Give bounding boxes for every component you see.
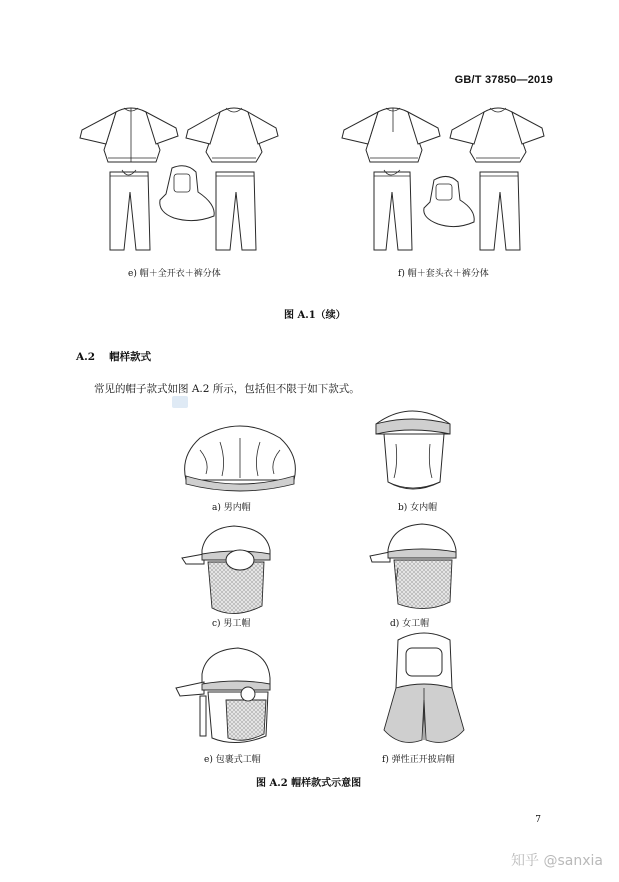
section-body-text: 常见的帽子款式如图 A.2 所示，包括但不限于如下款式。 <box>94 383 360 395</box>
section-title: 帽样款式 <box>109 351 152 363</box>
section-heading <box>76 349 151 364</box>
cap-b-illustration <box>368 404 458 494</box>
page-number: 7 <box>535 815 541 825</box>
cap-f-caption: f) 弹性正开披肩帽 <box>382 755 455 765</box>
cap-e-illustration <box>172 644 282 748</box>
cap-f-illustration <box>376 630 472 748</box>
figure-a2-title: 图 A.2 帽样款式示意图 <box>256 778 362 789</box>
standard-number: GB/T 37850—2019 <box>454 74 553 86</box>
figure-a1-panel-e-illustration <box>76 100 276 260</box>
cap-a-caption: a) 男内帽 <box>212 503 251 513</box>
cap-a-illustration <box>180 420 300 492</box>
figure-a1-panel-f-caption: f) 帽＋套头衣＋裤分体 <box>398 269 489 279</box>
cap-d-illustration <box>366 520 466 620</box>
figure-a1-panel-f-illustration <box>338 100 558 260</box>
cap-b-caption: b) 女内帽 <box>398 503 438 513</box>
small-badge-icon <box>172 396 188 408</box>
watermark: 知乎 @sanxia <box>511 853 603 869</box>
cap-d-caption: d) 女工帽 <box>390 619 430 629</box>
cap-c-caption: c) 男工帽 <box>212 619 251 629</box>
cap-c-illustration <box>178 520 278 620</box>
section-number: A.2 <box>76 351 96 363</box>
figure-a1-title: 图 A.1（续） <box>284 310 346 321</box>
cap-e-caption: e) 包裹式工帽 <box>204 755 261 765</box>
figure-a1-panel-e-caption: e) 帽＋全开衣＋裤分体 <box>128 269 221 279</box>
